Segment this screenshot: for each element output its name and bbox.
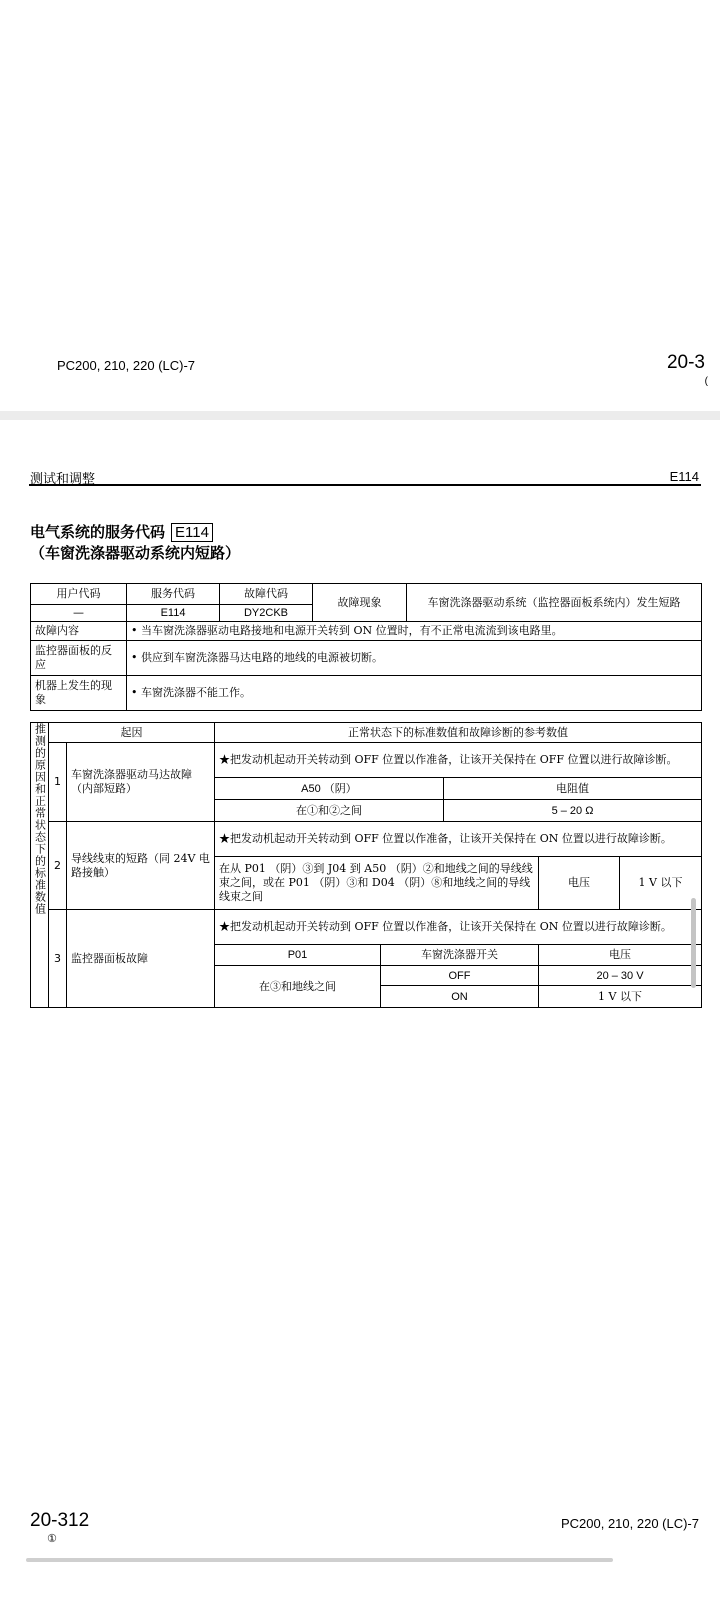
cause-number: 2 [49, 822, 67, 910]
section-title: 测试和调整 [30, 472, 96, 487]
page-title [30, 521, 213, 542]
previous-page-sub: ( [704, 376, 708, 387]
voltage-header: 电压 [539, 945, 702, 966]
header-user-code: 用户代码 [31, 584, 127, 605]
user-code-value: — [31, 605, 127, 622]
previous-page-number: 20-3 [666, 352, 705, 373]
row-label: 机器上发生的现象 [31, 676, 127, 711]
header-code: E114 [669, 469, 699, 484]
row-label: 监控器面板的反应 [31, 641, 127, 676]
row-text: • 车窗洗涤器不能工作。 [127, 676, 702, 711]
symptom-text: 车窗洗涤器驱动系统（监控器面板系统内）发生短路 [407, 584, 702, 622]
title-code-box: E114 [171, 523, 213, 542]
header-cause: 起因 [49, 723, 215, 743]
cause-text: 车窗洗涤器驱动马达故障（内部短路） [67, 743, 215, 822]
footer-sub: ① [47, 1532, 57, 1545]
voltage-value: 20 – 30 V [539, 966, 702, 986]
prep-instruction: ★把发动机起动开关转动到 OFF 位置以作准备，让该开关保持在 ON 位置以进行故障诊断。 [215, 910, 702, 945]
diagnosis-table [30, 722, 702, 1008]
side-label: 推测的原因和正常状态下的标准数值 [31, 723, 49, 1008]
switch-state: ON [381, 986, 539, 1008]
footer-model: PC200, 210, 220 (LC)-7 [560, 1516, 699, 1531]
page-title-text: 电气系统的服务代码 [30, 523, 166, 541]
row-text: • 供应到车窗洗涤器马达电路的地线的电源被切断。 [127, 641, 702, 676]
footer-page-number: 20-312 [30, 1510, 90, 1531]
cause-number: 3 [49, 910, 67, 1008]
voltage-value: 1 V 以下 [539, 986, 702, 1008]
vertical-scrollbar-thumb[interactable] [691, 898, 696, 988]
page-separator [0, 411, 720, 420]
page-subtitle: （车窗洗涤器驱动系统内短路） [30, 544, 241, 562]
measure-connector: A50 （阴） [215, 778, 444, 800]
cause-number: 1 [49, 743, 67, 822]
switch-header: 车窗洗涤器开关 [381, 945, 539, 966]
measure-description: 在从 P01 （阴）③到 J04 到 A50 （阴）②和地线之间的导线线束之间，或在 P01 （阴）③和 D04 （阴）⑧和地线之间的导线线束之间 [215, 857, 539, 910]
service-code-value: E114 [127, 605, 220, 622]
measure-value: 1 V 以下 [620, 857, 702, 910]
horizontal-scrollbar[interactable] [26, 1558, 613, 1562]
previous-page-model: PC200, 210, 220 (LC)-7 [57, 358, 196, 373]
cause-text: 导线线束的短路（同 24V 电路接触） [67, 822, 215, 910]
cause-text: 监控器面板故障 [67, 910, 215, 1008]
row-label: 故障内容 [31, 622, 127, 641]
switch-state: OFF [381, 966, 539, 986]
fault-code-value: DY2CKB [220, 605, 313, 622]
measure-connector: P01 [215, 945, 381, 966]
measure-label: 电阻值 [444, 778, 702, 800]
prep-instruction: ★把发动机起动开关转动到 OFF 位置以作准备，让该开关保持在 ON 位置以进行故障诊断。 [215, 822, 702, 857]
measure-value: 5 – 20 Ω [444, 800, 702, 822]
header-service-code: 服务代码 [127, 584, 220, 605]
measure-label: 电压 [539, 857, 620, 910]
row-text: • 当车窗洗涤器驱动电路接地和电源开关转到 ON 位置时，有不正常电流流到该电路里。 [127, 622, 702, 641]
prep-instruction: ★把发动机起动开关转动到 OFF 位置以作准备，让该开关保持在 OFF 位置以进行故障诊断。 [215, 743, 702, 778]
measure-points: 在①和②之间 [215, 800, 444, 822]
measure-points: 在③和地线之间 [215, 966, 381, 1008]
header-rule [29, 484, 701, 486]
header-fault-code: 故障代码 [220, 584, 313, 605]
header-symptom: 故障现象 [313, 584, 407, 622]
info-table [30, 583, 702, 711]
header-reference: 正常状态下的标准数值和故障诊断的参考数值 [215, 723, 702, 743]
